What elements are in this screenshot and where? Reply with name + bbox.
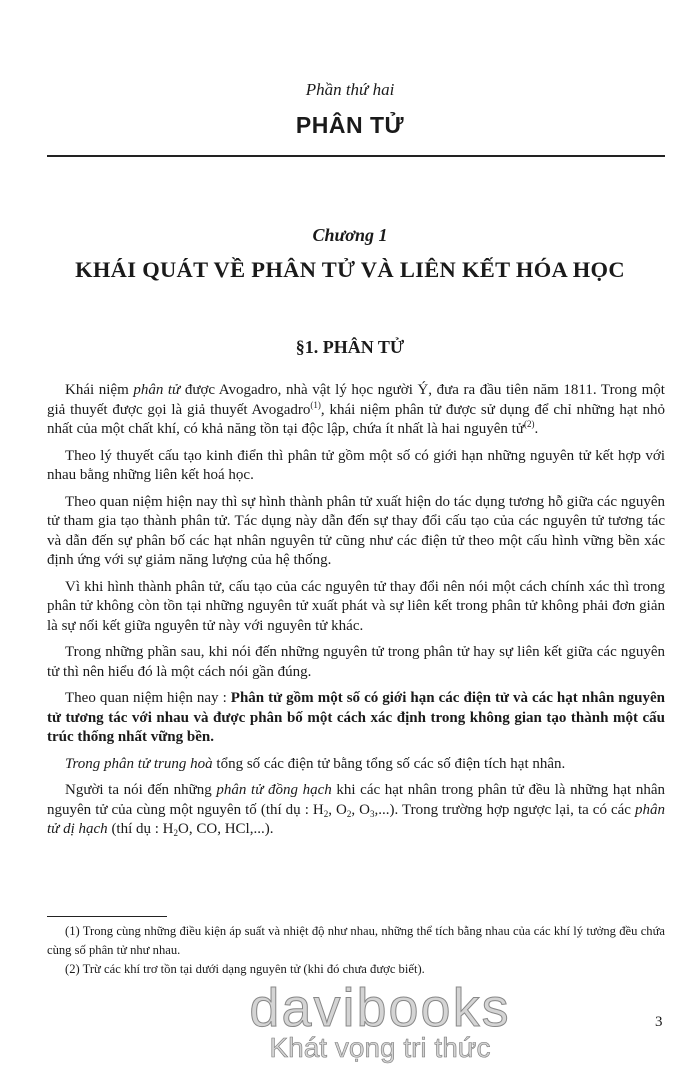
text-run: ,...). Trong trường hợp ngược lại, ta có các	[374, 801, 635, 818]
subscript: 2	[323, 808, 329, 819]
paragraph	[47, 447, 665, 486]
text-run: .	[534, 421, 539, 437]
text-run: Theo quan niệm hiện nay :	[65, 690, 231, 706]
watermark-brand: davibooks	[249, 978, 511, 1038]
text-run: O, CO, HCl,...).	[178, 821, 274, 837]
text-run: phân tử dị hạch	[47, 801, 665, 837]
paragraph	[47, 578, 665, 637]
part-label: Phần thứ hai	[305, 80, 395, 99]
footnote-2: (2) Trừ các khí trơ tồn tại dưới dạng nguyên tử (khi đó chưa được biết).	[65, 962, 425, 976]
chapter-title: KHÁI QUÁT VỀ PHÂN TỬ VÀ LIÊN KẾT HÓA HỌC	[75, 257, 625, 282]
watermark-slogan: Khát vọng tri thức	[269, 1032, 491, 1063]
page-number: 3	[655, 1014, 663, 1030]
part-title: PHÂN TỬ	[295, 112, 405, 138]
footnote-divider	[47, 916, 167, 917]
text-run: , khái niệm phân tử được sử dụng để chỉ những hạt nhỏ nhất của một chất khí, có khả năng tồn tại độc lập, chứa ít nhất là hai nguyên tử	[47, 401, 665, 437]
text-run: (thí dụ : H	[107, 821, 174, 837]
subscript: 2	[346, 808, 352, 819]
text-run: tổng số các điện tử bằng tổng số các số điện tích hạt nhân.	[212, 755, 566, 772]
header-divider	[47, 155, 665, 157]
text-run: Theo quan niệm hiện nay thì sự hình thành phân tử xuất hiện do tác dụng tương hỗ giữa các nguyên tử tham gia tạo thành phân tử. Tác dụng này dẫn đến sự thay đổi cấu tạo của các nguyên tử tương tác và dẫn đến sự phân bố các hạt nhân nguyên tử cũng như các điện tử theo một cấu hình vững bền xác định ứng với sự giảm năng lượng của hệ thống.	[47, 493, 665, 568]
text-run: được Avogadro, nhà vật lý học người Ý, đưa ra đầu tiên năm 1811. Trong một giả thuyết được gọi là giả thuyết Avogadro	[47, 382, 665, 418]
text-run: khi các hạt nhân trong phân tử đều là những hạt nhân nguyên tử của cùng một nguyên tố (thí dụ : H	[47, 782, 665, 818]
paragraph	[47, 689, 665, 748]
subscript: 2	[173, 828, 179, 838]
footnote-ref: (2)	[523, 419, 535, 429]
section-title: §1. PHÂN TỬ	[295, 337, 405, 357]
chapter-label: Chương 1	[312, 225, 388, 245]
text-run: Khái niệm	[65, 382, 134, 398]
text-run: phân tử	[133, 382, 181, 398]
text-run: Theo lý thuyết cấu tạo kinh điển thì phân tử gồm một số có giới hạn những nguyên tử kết hợp với nhau bằng những liên kết hoá học.	[47, 447, 665, 483]
text-run: , O	[351, 801, 371, 818]
body-text	[47, 381, 665, 847]
text-run: Người ta nói đến những	[65, 782, 217, 798]
text-run: Trong phân tử trung hoà	[65, 755, 213, 772]
paragraph	[47, 755, 665, 775]
text-run: phân tử đồng hạch	[216, 782, 332, 798]
footnote-ref: (1)	[310, 399, 321, 410]
text-run: , O	[328, 801, 347, 818]
subscript: 3	[370, 808, 375, 819]
paragraph	[47, 781, 665, 840]
footnotes	[47, 922, 665, 979]
text-run: Trong những phần sau, khi nói đến những nguyên tử trong phân tử hay sự liên kết giữa các nguyên tử thì nên hiểu đó là một cách nói gần đúng.	[47, 644, 665, 680]
footnote-1: (1) Trong cùng những điều kiện áp suất và nhiệt độ như nhau, những thể tích bằng nhau của các khí lý tưởng đều chứa cùng số phân tử như nhau.	[47, 924, 665, 957]
paragraph	[47, 381, 665, 440]
paragraph	[47, 643, 665, 682]
text-run: Phân tử gồm một số có giới hạn các điện tử và các hạt nhân nguyên tử tương tác với nhau và được phân bố một cách xác định trong không gian tạo thành một cấu trúc thống nhất vững bền.	[47, 690, 665, 745]
text-run: Vì khi hình thành phân tử, cấu tạo của các nguyên tử thay đổi nên nói một cách chính xác thì trong phân tử không còn tồn tại những nguyên tử xuất phát và sự liên kết trong phân tử không phải đơn giản là sự nối kết giữa nguyên tử này với nguyên tử khác.	[47, 578, 665, 634]
paragraph	[47, 493, 665, 571]
